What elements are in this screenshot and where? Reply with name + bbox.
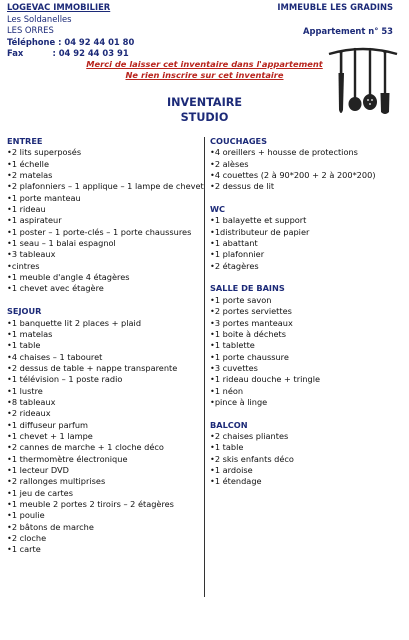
inventory-item: •1 porte chaussure xyxy=(210,351,289,362)
title-line-2: STUDIO xyxy=(180,111,229,124)
company-name: LOGEVAC IMMOBILIER xyxy=(7,2,111,12)
section-title: SEJOUR xyxy=(7,306,42,317)
inventory-item: •1 seau – 1 balai espagnol xyxy=(7,238,116,249)
inventory-section xyxy=(7,136,204,295)
inventory-item: •1 meuble d'angle 4 étagères xyxy=(7,272,130,283)
section-title: BALCON xyxy=(210,419,248,430)
inventory-item: •1 chevet avec étagère xyxy=(7,283,104,294)
inventory-item: •1 table xyxy=(7,340,41,351)
inventory-item: •1 échelle xyxy=(7,158,49,169)
building-name: IMMEUBLE LES GRADINS xyxy=(277,2,393,12)
kitchen-utensils-icon xyxy=(327,40,399,120)
inventory-item: •1 aspirateur xyxy=(7,215,62,226)
phone-line: Téléphone : 04 92 44 01 80 xyxy=(7,36,135,47)
inventory-item: •1 banquette lit 2 places + plaid xyxy=(7,317,142,328)
section-title: WC xyxy=(210,204,226,215)
inventory-item: •1 télévision – 1 poste radio xyxy=(7,374,123,385)
inventory-item: •2 plafonniers – 1 applique – 1 lampe de chevet xyxy=(7,181,204,192)
inventory-item: •2 cannes de marche + 1 cloche déco xyxy=(7,442,164,453)
inventory-item: •2 rideaux xyxy=(7,408,51,419)
inventory-item: •cintres xyxy=(7,260,40,271)
fax-line: Fax : 04 92 44 03 91 xyxy=(7,48,129,59)
inventory-right-column xyxy=(210,136,406,499)
inventory-item: •1 tablette xyxy=(210,340,255,351)
inventory-item: •2 rallonges multiprises xyxy=(7,476,106,487)
inventory-item: •1 porte savon xyxy=(210,294,272,305)
inventory-item: •1 étendage xyxy=(210,476,262,487)
inventory-item: •1 matelas xyxy=(7,328,53,339)
inventory-left-column xyxy=(7,136,204,567)
city-name: LES ORRES xyxy=(7,25,54,36)
inventory-item: •1distributeur de papier xyxy=(210,226,310,237)
inventory-section xyxy=(210,136,406,193)
inventory-section xyxy=(210,204,406,272)
inventory-item: •1 lecteur DVD xyxy=(7,464,69,475)
inventory-section xyxy=(7,306,195,556)
inventory-item: •1 balayette et support xyxy=(210,215,307,226)
inventory-item: •1 plafonnier xyxy=(210,249,265,260)
inventory-item: •2 étagères xyxy=(210,260,259,271)
inventory-item: •1 boite à déchets xyxy=(210,328,287,339)
inventory-item: •8 tableaux xyxy=(7,396,56,407)
section-title: SALLE DE BAINS xyxy=(210,283,285,294)
inventory-item: •2 cloche xyxy=(7,533,47,544)
inventory-item: •1 ardoise xyxy=(210,464,253,475)
notice-line-1: Merci de laisser cet inventaire dans l'appartement xyxy=(86,59,323,69)
inventory-item: •3 tableaux xyxy=(7,249,56,260)
inventory-item: •1 jeu de cartes xyxy=(7,487,73,498)
inventory-item: •3 cuvettes xyxy=(210,362,258,373)
inventory-item: •1 rideau xyxy=(7,204,46,215)
inventory-item: •4 chaises – 1 tabouret xyxy=(7,351,103,362)
apartment-number: Appartement n° 53 xyxy=(303,25,393,36)
inventory-section xyxy=(210,283,406,408)
inventory-item: •2 bâtons de marche xyxy=(7,521,94,532)
notice-line-2: Ne rien inscrire sur cet inventaire xyxy=(125,70,284,80)
inventory-item: •4 oreillers + housse de protections xyxy=(210,147,358,158)
inventory-item: •1 thermomètre électronique xyxy=(7,453,128,464)
inventory-item: •1 néon xyxy=(210,385,244,396)
inventory-item: •2 chaises pliantes xyxy=(210,430,289,441)
column-divider xyxy=(204,137,205,597)
inventory-item: •2 lits superposés xyxy=(7,147,82,158)
inventory-item: •1 chevet + 1 lampe xyxy=(7,430,93,441)
inventory-item: •1 table xyxy=(210,442,244,453)
inventory-item: •2 skis enfants déco xyxy=(210,453,294,464)
inventory-item: •2 dessus de table + nappe transparente xyxy=(7,362,178,373)
header-right xyxy=(277,2,393,37)
inventory-item: •3 portes manteaux xyxy=(210,317,293,328)
residence-name: Les Soldanelles xyxy=(7,13,72,24)
header-left xyxy=(7,2,134,60)
inventory-item: •1 porte manteau xyxy=(7,192,81,203)
inventory-item: •pince à linge xyxy=(210,396,268,407)
section-title: ENTREE xyxy=(7,136,43,146)
title-line-1: INVENTAIRE xyxy=(166,96,243,109)
inventory-item: •1 meuble 2 portes 2 tiroirs – 2 étagères xyxy=(7,499,174,509)
inventory-item: •4 couettes (2 à 90*200 + 2 à 200*200) xyxy=(210,170,376,181)
inventory-item: •1 poulie xyxy=(7,510,45,521)
inventory-item: •1 lustre xyxy=(7,385,43,396)
inventory-item: •1 rideau douche + tringle xyxy=(210,374,321,385)
section-title: COUCHAGES xyxy=(210,136,268,146)
inventory-item: •2 alèses xyxy=(210,158,249,169)
inventory-item: •2 matelas xyxy=(7,170,53,181)
inventory-item: •1 diffuseur parfum xyxy=(7,419,89,430)
inventory-item: •1 abattant xyxy=(210,238,258,249)
inventory-item: •1 poster – 1 porte-clés – 1 porte chaussures xyxy=(7,226,192,237)
inventory-section xyxy=(210,420,406,488)
inventory-item: •1 carte xyxy=(7,544,41,555)
inventory-item: •2 portes serviettes xyxy=(210,306,292,317)
inventory-item: •2 dessus de lit xyxy=(210,181,275,192)
